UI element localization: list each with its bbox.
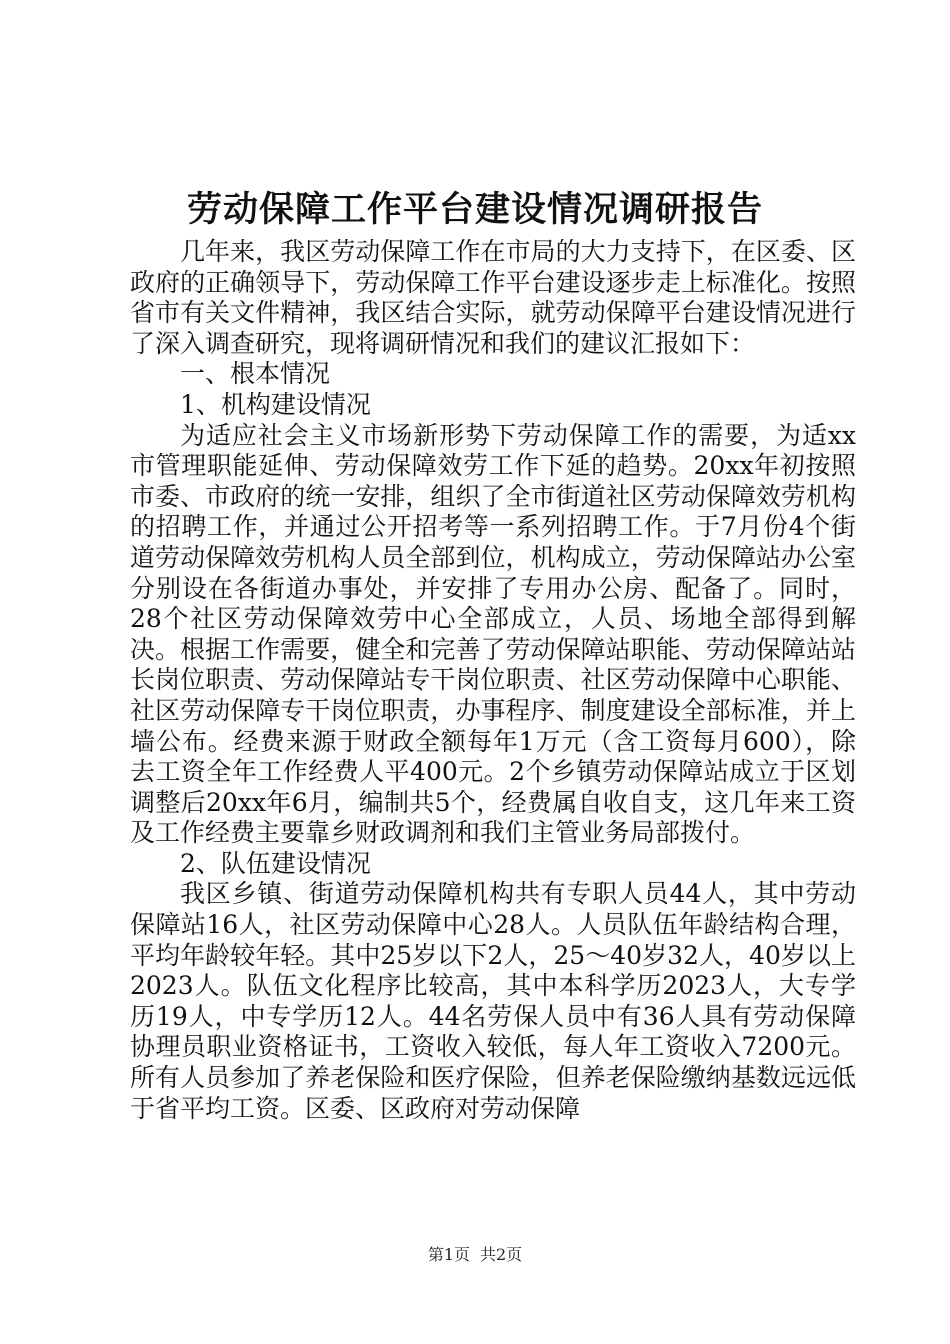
document-title: 劳动保障工作平台建设情况调研报告 bbox=[186, 189, 763, 230]
paragraph-institution: 为适应社会主义市场新形势下劳动保障工作的需要，为适xx市管理职能延伸、劳动保障效劳工作下延的趋势。20xx年初按照市委、市政府的统一安排，组织了全市街道社区劳动保障效劳机构的招聘工作，并通过公开招考等一系列招聘工作。于7月份4个街道劳动保障效劳机构人员全部到位，机构成立，劳动保障站办公室分别设在各街道办事处，并安排了专用办公房、配备了。同时，28个社区劳动保障效劳中心全部成立，人员、场地全部得到解决。根据工作需要，健全和完善了劳动保障站职能、劳动保障站站长岗位职责、劳动保障站专干岗位职责、社区劳动保障中心职能、社区劳动保障专干岗位职责，办事程序、制度建设全部标准，并上墙公布。经费来源于财政全额每年1万元（含工资每月600），除去工资全年工作经费人平400元。2个乡镇劳动保障站成立于区划调整后20xx年6月，编制共5个，经费属自收自支，这几年来工资及工作经费主要靠乡财政调剂和我们主管业务局部拨付。 bbox=[130, 420, 856, 848]
page-footer bbox=[0, 1244, 950, 1266]
paragraph-team: 我区乡镇、街道劳动保障机构共有专职人员44人，其中劳动保障站16人，社区劳动保障中心28人。人员队伍年龄结构合理，平均年龄较年轻。其中25岁以下2人，25～40岁32人，40岁以上2023人。队伍文化程序比较高，其中本科学历2023人，大专学历19人，中专学历12人。44名劳保人员中有36人具有劳动保障协理员职业资格证书，工资收入较低，每人年工资收入7200元。所有人员参加了养老保险和医疗保险，但养老保险缴纳基数远远低于省平均工资。区委、区政府对劳动保障 bbox=[130, 879, 856, 1123]
page-number: 第1页 bbox=[427, 1245, 470, 1264]
page-total: 共2页 bbox=[480, 1245, 523, 1264]
section-heading-basic-situation: 一、根本情况 bbox=[180, 359, 331, 389]
document-body bbox=[130, 237, 856, 1124]
paragraph-intro: 几年来，我区劳动保障工作在市局的大力支持下，在区委、区政府的正确领导下，劳动保障工作平台建设逐步走上标准化。按照省市有关文件精神，我区结合实际，就劳动保障平台建设情况进行了深入调查研究，现将调研情况和我们的建议汇报如下： bbox=[130, 237, 856, 358]
subsection-heading-institution: 1、机构建设情况 bbox=[180, 389, 371, 419]
subsection-heading-team: 2、队伍建设情况 bbox=[180, 848, 371, 878]
